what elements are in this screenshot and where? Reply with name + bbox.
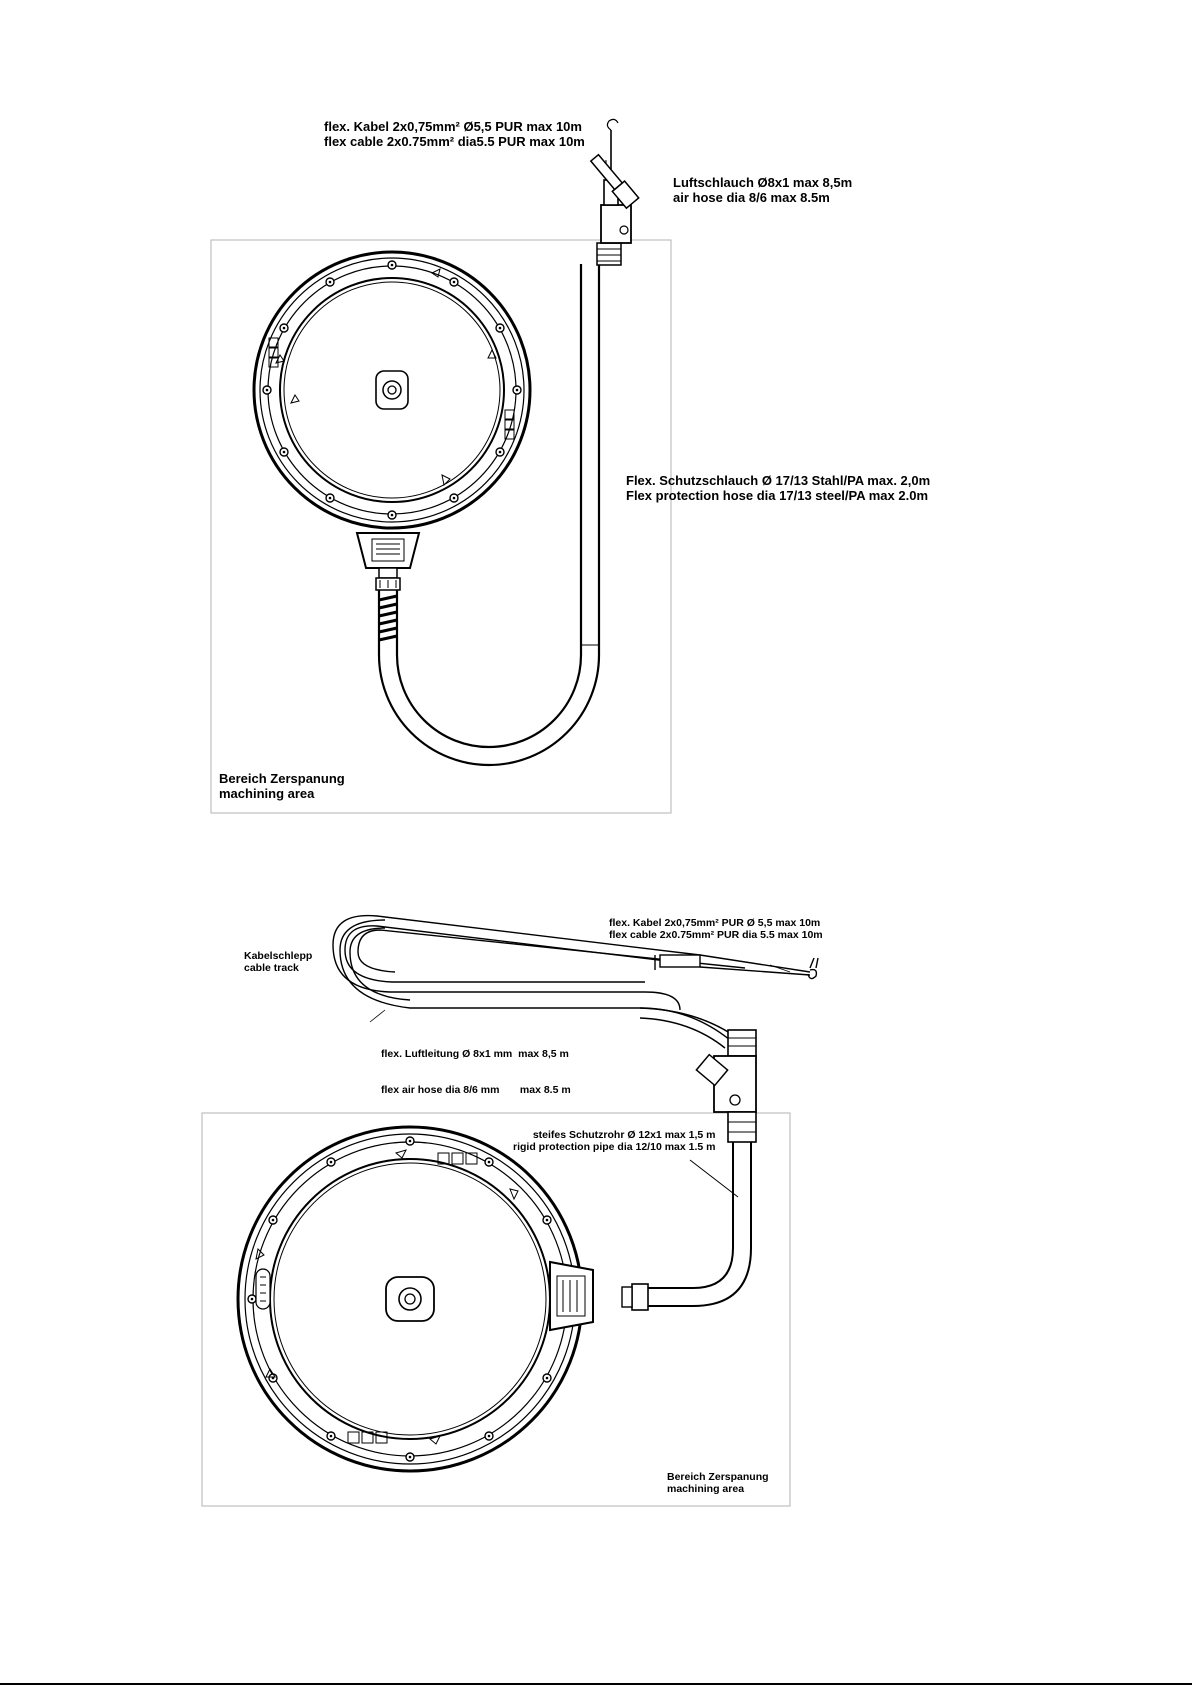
sensor-disc-bottom [238, 1127, 582, 1471]
top-diagram [211, 119, 671, 813]
label-cable-top-en: flex cable 2x0.75mm² dia5.5 PUR max 10m [324, 133, 585, 149]
rigid-pipe [622, 1142, 751, 1310]
connector-bottom [550, 1262, 593, 1330]
label-air-hose-top-en: air hose dia 8/6 max 8.5m [673, 189, 830, 205]
label-protection-hose-top-en: Flex protection hose dia 17/13 steel/PA max 2.0m [626, 487, 929, 503]
bottom-diagram [202, 916, 818, 1506]
label-area-bottom [667, 1471, 769, 1495]
label-area-bottom-en: machining area [667, 1483, 745, 1496]
connector-top [357, 533, 419, 590]
hose-fitting-bottom [696, 1030, 756, 1142]
label-air-hose-top-de: Luftschlauch Ø8x1 max 8,5m [673, 175, 853, 190]
label-cable-track-de: Kabelschlepp [244, 950, 313, 962]
label-area-top-de: Bereich Zerspanung [219, 771, 345, 786]
label-protection-hose-top [626, 474, 930, 504]
label-rigid-pipe-de: steifes Schutzrohr Ø 12x1 max 1,5 m [532, 1129, 716, 1141]
air-line-bottom [640, 1008, 740, 1048]
label-cable-track [244, 950, 312, 974]
label-air-line-bottom-de: flex. Luftleitung Ø 8x1 mm max 8,5 m [381, 1048, 569, 1061]
label-rigid-pipe-en: rigid protection pipe dia 12/10 max 1.5 m [513, 1141, 716, 1154]
label-protection-hose-top-de: Flex. Schutzschlauch Ø 17/13 Stahl/PA max. 2,0m [626, 473, 931, 488]
label-area-top [219, 772, 345, 802]
label-cable-track-en: cable track [244, 962, 299, 975]
label-cable-top [324, 120, 585, 150]
leader-lines [370, 965, 790, 1022]
label-air-line-bottom [381, 1024, 571, 1121]
sensor-disc-top [254, 252, 530, 528]
label-cable-bottom-en: flex cable 2x0.75mm² PUR dia 5.5 max 10m [609, 929, 823, 942]
hose-fitting-top [589, 119, 639, 265]
label-cable-bottom-de: flex. Kabel 2x0,75mm² PUR Ø 5,5 max 10m [609, 917, 821, 929]
label-cable-bottom [609, 917, 823, 941]
label-area-bottom-de: Bereich Zerspanung [667, 1471, 769, 1483]
label-air-line-bottom-en: flex air hose dia 8/6 mm max 8.5 m [381, 1084, 571, 1097]
label-rigid-pipe [513, 1129, 715, 1153]
label-air-hose-top [673, 176, 852, 206]
label-area-top-en: machining area [219, 785, 315, 801]
label-cable-top-de: flex. Kabel 2x0,75mm² Ø5,5 PUR max 10m [324, 119, 582, 134]
